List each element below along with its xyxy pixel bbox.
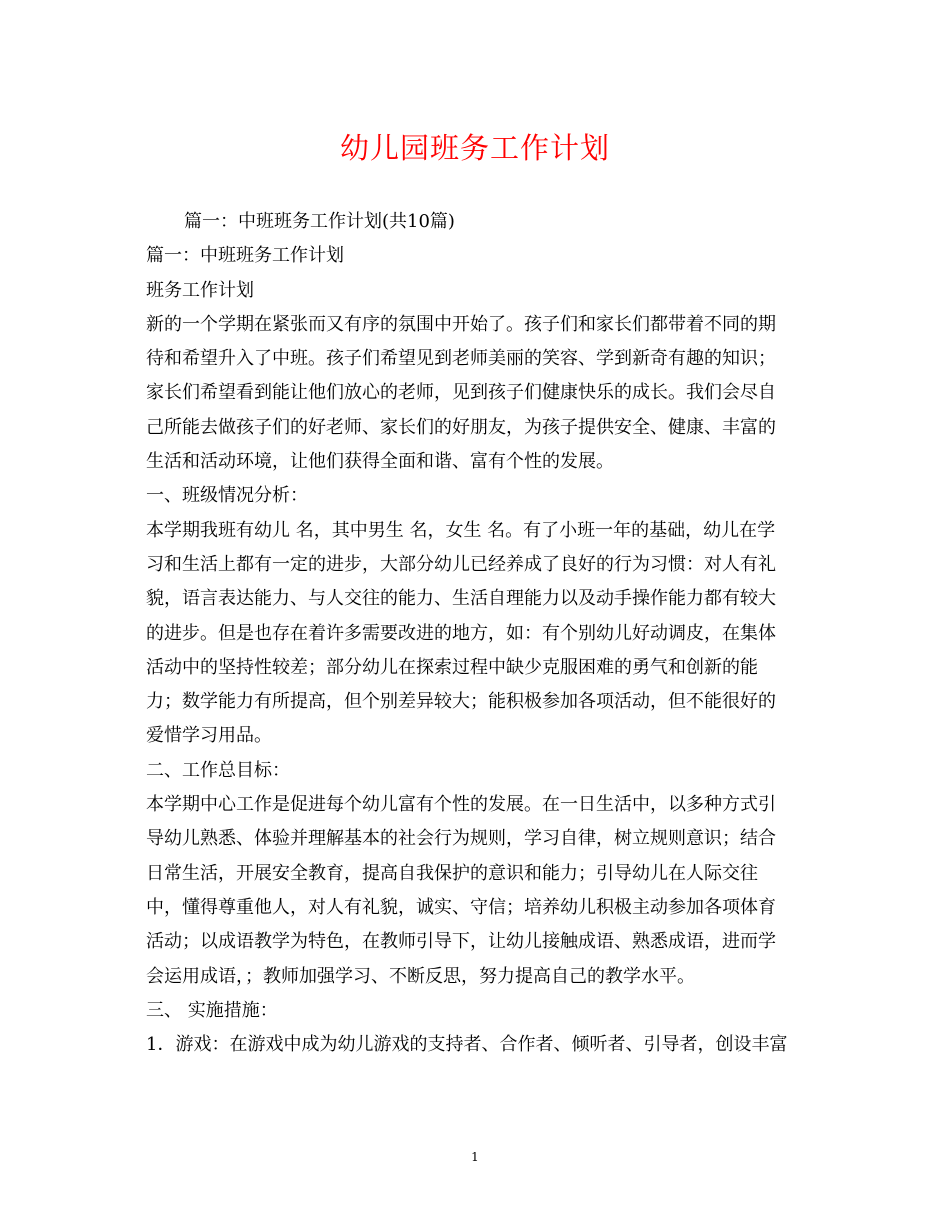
text-line: 力；数学能力有所提高，但个别差异较大；能积极参加各项活动，但不能很好的 [146, 691, 776, 713]
text-line: 日常生活，开展安全教育，提高自我保护的意识和能力；引导幼儿在人际交往 [146, 862, 758, 884]
text-line: 一、班级情况分析： [146, 485, 308, 507]
text-line: 会运用成语，；教师加强学习、不断反思，努力提高自己的教学水平。 [146, 965, 695, 987]
text-line: 篇一：中班班务工作计划(共10篇) [184, 211, 455, 232]
text-line: 三、 实施措施： [146, 999, 278, 1021]
document-body [146, 205, 806, 1062]
text-line: 班务工作计划 [146, 279, 254, 301]
document-title: 幼儿园班务工作计划 [339, 131, 610, 165]
text-line: 待和希望升入了中班。孩子们希望见到老师美丽的笑容、学到新奇有趣的知识； [146, 348, 776, 370]
text-line: 活动；以成语教学为特色，在教师引导下，让幼儿接触成语、熟悉成语，进而学 [146, 931, 776, 953]
text-line: 导幼儿熟悉、体验并理解基本的社会行为规则，学习自律，树立规则意识；结合 [146, 828, 776, 850]
page-number: 1 [471, 1150, 479, 1164]
text-line: 本学期中心工作是促进每个幼儿富有个性的发展。在一日生活中，以多种方式引 [146, 794, 776, 816]
text-line: 本学期我班有幼儿 名，其中男生 名，女生 名。有了小班一年的基础，幼儿在学 [146, 519, 776, 541]
text-line: 1．游戏：在游戏中成为幼儿游戏的支持者、合作者、倾听者、引导者，创设丰富 [146, 1034, 788, 1056]
text-line: 中，懂得尊重他人，对人有礼貌，诚实、守信；培养幼儿积极主动参加各项体育 [146, 896, 776, 918]
text-line: 活动中的坚持性较差；部分幼儿在探索过程中缺少克服困难的勇气和创新的能 [146, 656, 758, 678]
text-line: 二、工作总目标： [146, 759, 290, 781]
text-line: 新的一个学期在紧张而又有序的氛围中开始了。孩子们和家长们都带着不同的期 [146, 313, 776, 335]
text-line: 习和生活上都有一定的进步，大部分幼儿已经养成了良好的行为习惯：对人有礼 [146, 553, 776, 575]
text-line: 篇一：中班班务工作计划 [146, 245, 344, 267]
text-line: 貌，语言表达能力、与人交往的能力、生活自理能力以及动手操作能力都有较大 [146, 588, 776, 610]
text-line: 家长们希望看到能让他们放心的老师，见到孩子们健康快乐的成长。我们会尽自 [146, 382, 776, 404]
text-line: 生活和活动环境，让他们获得全面和谐、富有个性的发展。 [146, 451, 614, 473]
text-line: 己所能去做孩子们的好老师、家长们的好朋友，为孩子提供安全、健康、丰富的 [146, 416, 776, 438]
text-line: 的进步。但是也存在着许多需要改进的地方，如：有个别幼儿好动调皮，在集体 [146, 622, 776, 644]
text-line: 爱惜学习用品。 [146, 725, 272, 747]
